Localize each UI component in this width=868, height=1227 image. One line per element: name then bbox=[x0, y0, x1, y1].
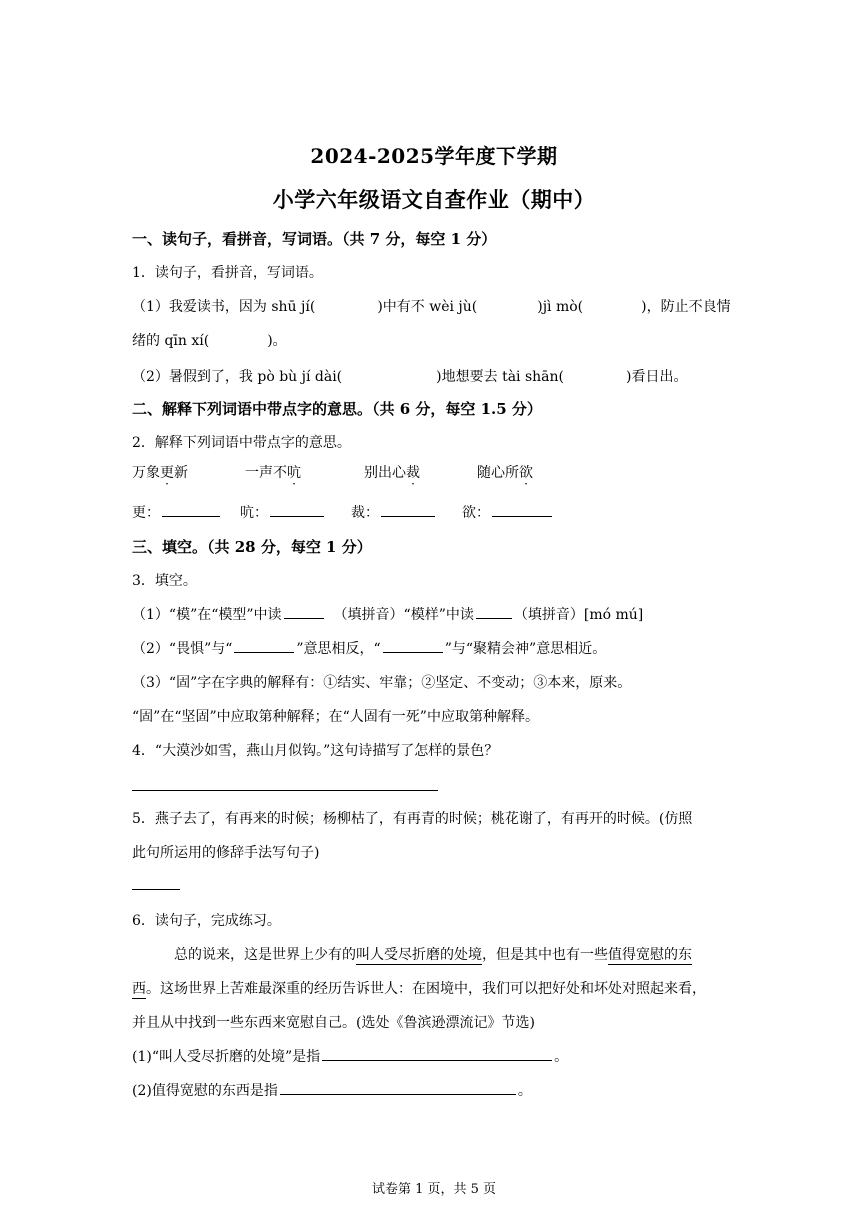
underlined-phrase: 值得宽慰的东 bbox=[608, 947, 692, 963]
sub-question-1: (1)“叫人受尽折磨的处境”是指 。 bbox=[132, 1046, 568, 1066]
answer-blank[interactable] bbox=[280, 1080, 516, 1095]
exam-title-year: 2024-2025学年度下学期 bbox=[310, 144, 558, 168]
passage-line-3: 并且从中找到一些东西来宽慰自己。(选处《鲁滨逊漂流记》节选) bbox=[132, 1015, 535, 1031]
vocab-answer-3: 裁： bbox=[351, 502, 437, 522]
section-3-heading: 三、填空。（共 28 分，每空 1 分） bbox=[132, 538, 372, 556]
vocab-answer-1: 更： bbox=[132, 502, 222, 522]
vocab-word-4: 随心所欲 bbox=[477, 465, 533, 481]
question-1-prompt: 1．读句子，看拼音，写词语。 bbox=[132, 265, 323, 281]
answer-line-q5[interactable] bbox=[132, 889, 180, 890]
underlined-phrase: 叫人受尽折磨的处境 bbox=[356, 947, 482, 963]
question-1-part-1: （1）我爱读书，因为 shū jí( )中有不 wèi jù( )jì mò( )，防止不良情 bbox=[132, 299, 731, 315]
section-2-heading: 二、解释下列词语中带点字的意思。（共 6 分，每空 1.5 分） bbox=[132, 400, 542, 418]
vocab-word-3: 别出心裁 bbox=[364, 465, 420, 481]
answer-blank[interactable] bbox=[492, 502, 552, 517]
answer-line-q4[interactable] bbox=[132, 790, 438, 791]
page-footer: 试卷第 1 页，共 5 页 bbox=[371, 1182, 497, 1197]
fill-item-3-cont: “固”在“坚固”中应取第种解释；在“人固有一死”中应取第种解释。 bbox=[132, 709, 539, 725]
question-4-prompt: 4．“大漠沙如雪，燕山月似钩。”这句诗描写了怎样的景色？ bbox=[132, 743, 499, 759]
answer-blank[interactable] bbox=[234, 638, 294, 653]
answer-blank[interactable] bbox=[381, 502, 435, 517]
fill-item-3: （3）“固”字在字典的解释有：①结实、牢靠；②坚定、不变动；③本来，原来。 bbox=[132, 675, 632, 691]
section-1-heading: 一、读句子，看拼音，写词语。（共 7 分，每空 1 分） bbox=[132, 230, 497, 248]
answer-blank[interactable] bbox=[476, 604, 512, 619]
question-5-prompt: 5．燕子去了，有再来的时候；杨柳枯了，有再青的时候；桃花谢了，有再开的时候。(仿照 bbox=[132, 811, 693, 827]
question-2-prompt: 2．解释下列词语中带点字的意思。 bbox=[132, 435, 351, 451]
vocab-answer-2: 吭： bbox=[240, 502, 326, 522]
answer-blank[interactable] bbox=[162, 502, 220, 517]
question-6-prompt: 6．读句子，完成练习。 bbox=[132, 913, 281, 929]
sub-question-2: (2)值得宽慰的东西是指 。 bbox=[132, 1080, 532, 1100]
passage-line-2: 西。这场世界上苦难最深重的经历告诉世人：在困境中，我们可以把好处和坏处对照起来看， bbox=[132, 981, 706, 997]
question-3-prompt: 3．填空。 bbox=[132, 573, 197, 589]
passage-line-1: 总的说来，这是世界上少有的叫人受尽折磨的处境，但是其中也有一些值得宽慰的东 bbox=[174, 947, 692, 963]
answer-blank[interactable] bbox=[383, 638, 443, 653]
fill-item-2: （2）“畏惧”与“ ”意思相反，“ ”与“聚精会神”意思相近。 bbox=[132, 638, 606, 658]
question-1-part-2: （2）暑假到了，我 pò bù jí dài( )地想要去 tài shān( )看日出。 bbox=[132, 369, 688, 385]
vocab-word-1: 万象更新 bbox=[132, 465, 188, 481]
vocab-word-2: 一声不吭 bbox=[245, 465, 301, 481]
answer-blank[interactable] bbox=[322, 1046, 552, 1061]
vocab-answer-4: 欲： bbox=[462, 502, 554, 522]
answer-blank[interactable] bbox=[284, 604, 324, 619]
question-1-part-1-cont: 绪的 qīn xí( )。 bbox=[132, 333, 287, 349]
answer-blank[interactable] bbox=[270, 502, 324, 517]
underlined-phrase: 西 bbox=[132, 981, 146, 997]
exam-title-subject: 小学六年级语文自查作业（期中） bbox=[272, 187, 596, 212]
question-5-prompt-cont: 此句所运用的修辞手法写句子) bbox=[132, 845, 320, 861]
fill-item-1: （1）“模”在“模型”中读 （填拼音）“模样”中读 （填拼音）[mó mú] bbox=[132, 604, 643, 624]
